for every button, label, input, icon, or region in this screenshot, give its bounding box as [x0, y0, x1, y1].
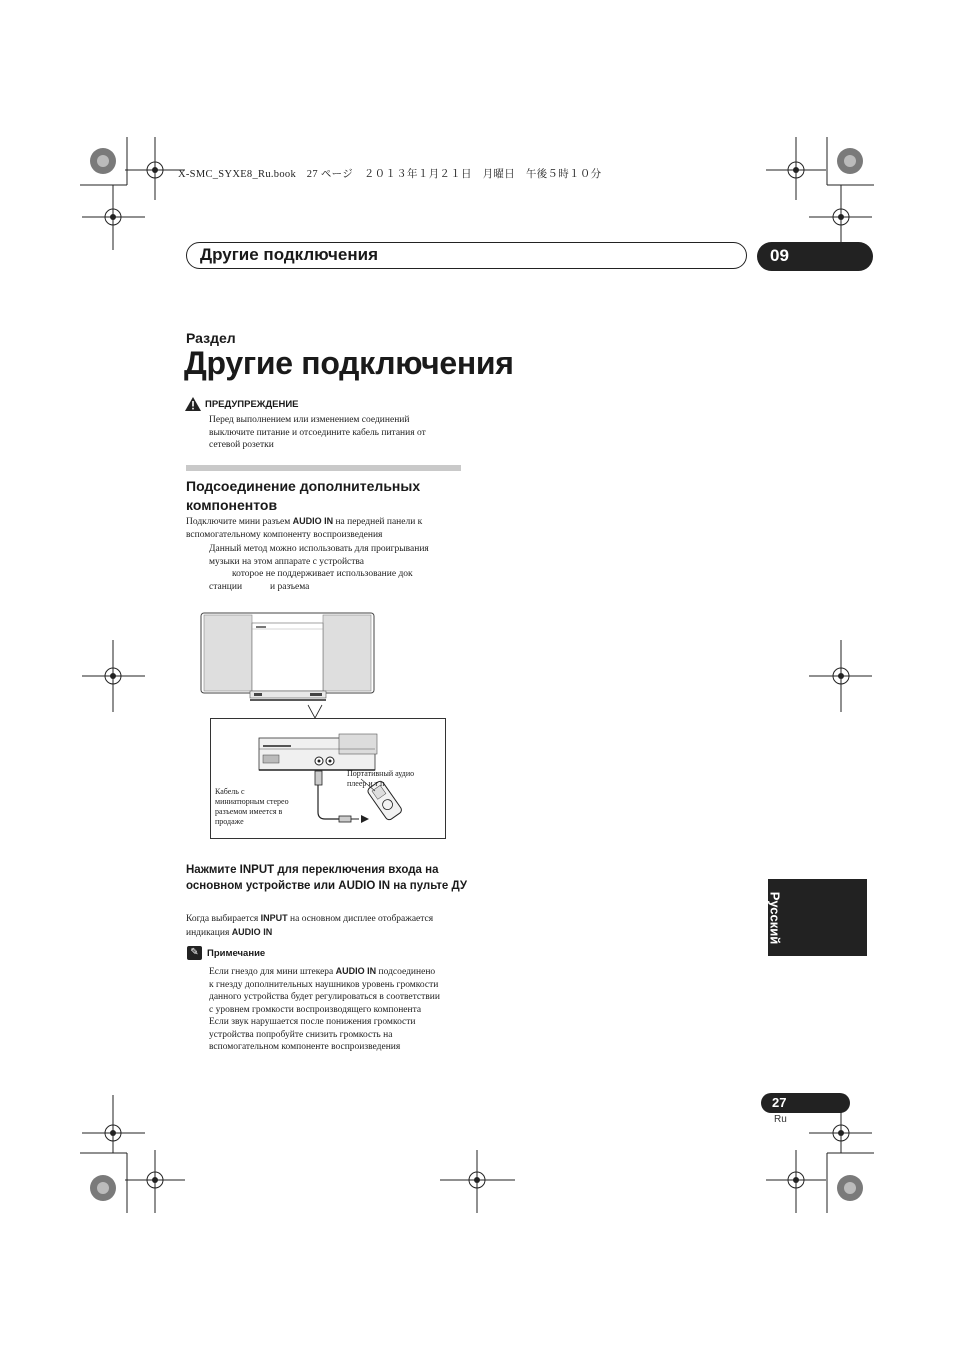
- bullet-text: станции: [209, 581, 243, 592]
- step-text-part: на основном дисплее отображается: [287, 914, 434, 924]
- subsection-heading: Подсоединение дополнительных компонентов: [186, 478, 421, 513]
- bullet-line: Данный метод можно использовать для проигрывания: [209, 544, 429, 554]
- player-label: [347, 769, 414, 789]
- step-text-part: индикация: [186, 927, 232, 938]
- cable-label-line: продаже: [215, 817, 244, 826]
- note-line: к гнезду дополнительных наушников уровень громкости: [209, 979, 439, 990]
- page-title: Другие подключения: [184, 345, 514, 381]
- note-line: [209, 965, 440, 979]
- page-number: 27: [761, 1093, 850, 1113]
- language-tab: [768, 879, 867, 956]
- warning-line: выключите питание и отсоедините кабель питания от: [209, 427, 426, 438]
- warning-heading: ПРЕДУПРЕЖДЕНИЕ: [205, 399, 299, 410]
- print-info-line: X-SMC_SYXE8_Ru.book 27 ページ ２０１３年１月２１日 月曜日 午後５時１０分: [178, 169, 602, 180]
- step-heading: Нажмите INPUT для переключения входа на основном устройстве или AUDIO IN на пульте ДУ: [186, 864, 468, 892]
- step-text: [186, 912, 433, 939]
- bullet-paragraph: [209, 543, 429, 593]
- warning-icon: [185, 397, 201, 411]
- audio-in-term: AUDIO IN: [335, 966, 377, 976]
- note-heading: Примечание: [207, 948, 266, 959]
- audio-in-term: AUDIO IN: [231, 926, 273, 937]
- note-line: вспомогательном компоненте воспроизведения: [209, 1042, 401, 1052]
- cable-label-line: разъемом имеется в: [215, 807, 283, 816]
- note-text-part: Если гнездо для мини штекера: [209, 967, 336, 977]
- bullet-text: и разъема: [270, 581, 310, 592]
- intro-text: на передней панели к: [333, 517, 423, 527]
- warning-line: Перед выполнением или изменением соединений: [209, 415, 410, 425]
- cable-label-line: миниатюрным стерео: [215, 797, 289, 806]
- step-line: [186, 912, 433, 926]
- cable-label: [215, 787, 289, 827]
- intro-paragraph: [186, 515, 422, 541]
- note-icon: ✎: [187, 946, 202, 960]
- intro-text: Подключите мини разъем: [186, 517, 293, 527]
- step-text-part: Когда выбирается: [186, 914, 261, 924]
- cable-label-line: Кабель с: [215, 787, 245, 796]
- intro-line: вспомогательному компоненту воспроизведения: [186, 529, 383, 540]
- bullet-line: которое не поддерживает использование док: [232, 569, 413, 579]
- bullet-line: [209, 581, 429, 594]
- note-text-part: подсоединено: [376, 967, 436, 977]
- player-label-line: плеер и т п: [347, 779, 385, 788]
- note-line: Если звук нарушается после понижения громкости: [209, 1017, 416, 1027]
- section-divider: [186, 465, 461, 471]
- note-line: с уровнем громкости воспроизводящего компонента: [209, 1004, 422, 1015]
- section-label: Раздел: [186, 330, 236, 346]
- input-term: INPUT: [260, 913, 288, 923]
- note-line: устройства попробуйте снизить громкость на: [209, 1029, 393, 1040]
- player-label-line: Портативный аудио: [347, 769, 415, 778]
- device-illustration: [198, 610, 378, 722]
- language-tab-label: Русский: [767, 891, 783, 945]
- warning-line: сетевой розетки: [209, 440, 274, 450]
- header-title: Другие подключения: [200, 245, 379, 264]
- audio-in-term: AUDIO IN: [292, 516, 334, 526]
- note-text: [209, 965, 440, 1054]
- warning-text: [209, 414, 426, 452]
- intro-line: [186, 515, 422, 529]
- bullet-line: музыки на этом аппарате с устройства: [209, 556, 365, 567]
- page-language: Ru: [774, 1114, 787, 1125]
- note-line: данного устройства будет регулироваться в соответствии: [209, 992, 440, 1002]
- step-line: [186, 926, 433, 940]
- chapter-number: 09: [757, 242, 873, 271]
